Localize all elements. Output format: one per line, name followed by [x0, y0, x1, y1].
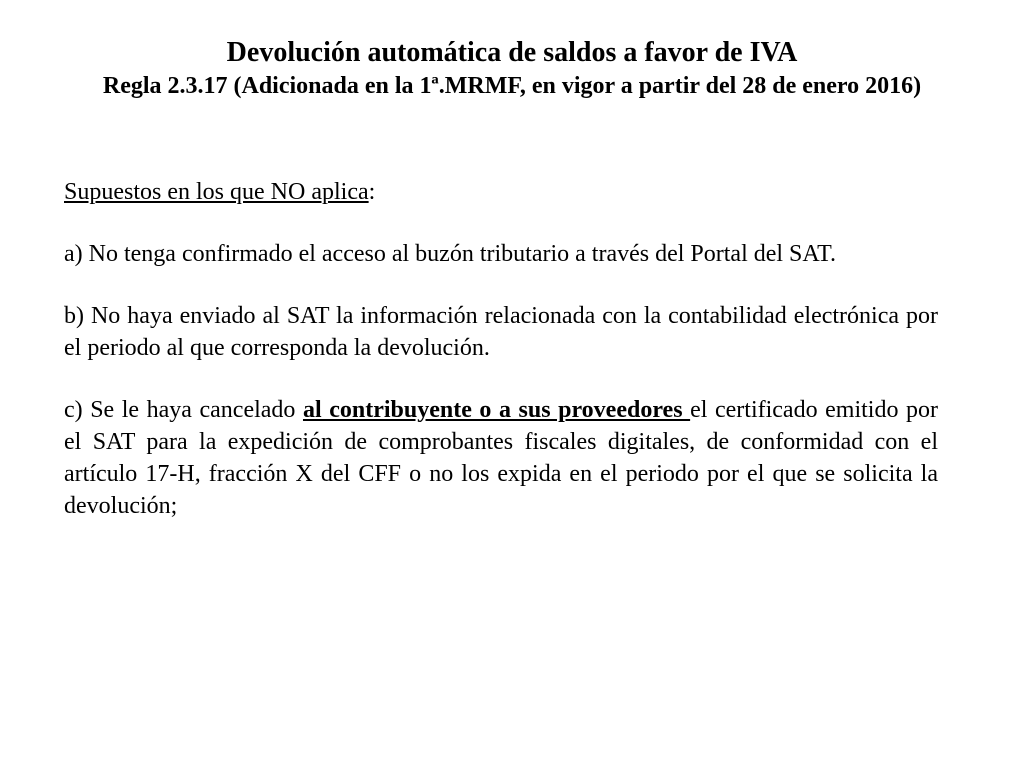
- item-b: b) No haya enviado al SAT la información relacionada con la contabilidad electrónica por el periodo al que corresponda la devolución.: [64, 303, 938, 361]
- item-c-end: el certificado emitido por el SAT para la expedición de comprobantes fiscales digitales, de conformidad con el artículo 17-H, fracción X del CFF o no los expida en el periodo por el que se solicita la devolución;: [64, 397, 939, 519]
- section-heading-text: Supuestos en los que NO aplica: [64, 179, 369, 205]
- slide-subtitle: Regla 2.3.17 (Adicionada en la 1ª.MRMF, en vigor a partir del 28 de enero 2016): [102, 73, 922, 99]
- section-heading: [64, 176, 938, 208]
- section-heading-colon: :: [368, 179, 376, 205]
- slide-body: [64, 176, 938, 552]
- item-c: [64, 394, 938, 522]
- item-a: a) No tenga confirmado el acceso al buzón tributario a través del Portal del SAT.: [64, 241, 836, 267]
- item-c-emphasis: al contribuyente o a sus proveedores: [302, 397, 691, 423]
- slide-title: Devolución automática de saldos a favor de IVA: [226, 37, 798, 68]
- title-block: [60, 36, 964, 102]
- item-c-start: c) Se le haya cancelado: [64, 397, 303, 423]
